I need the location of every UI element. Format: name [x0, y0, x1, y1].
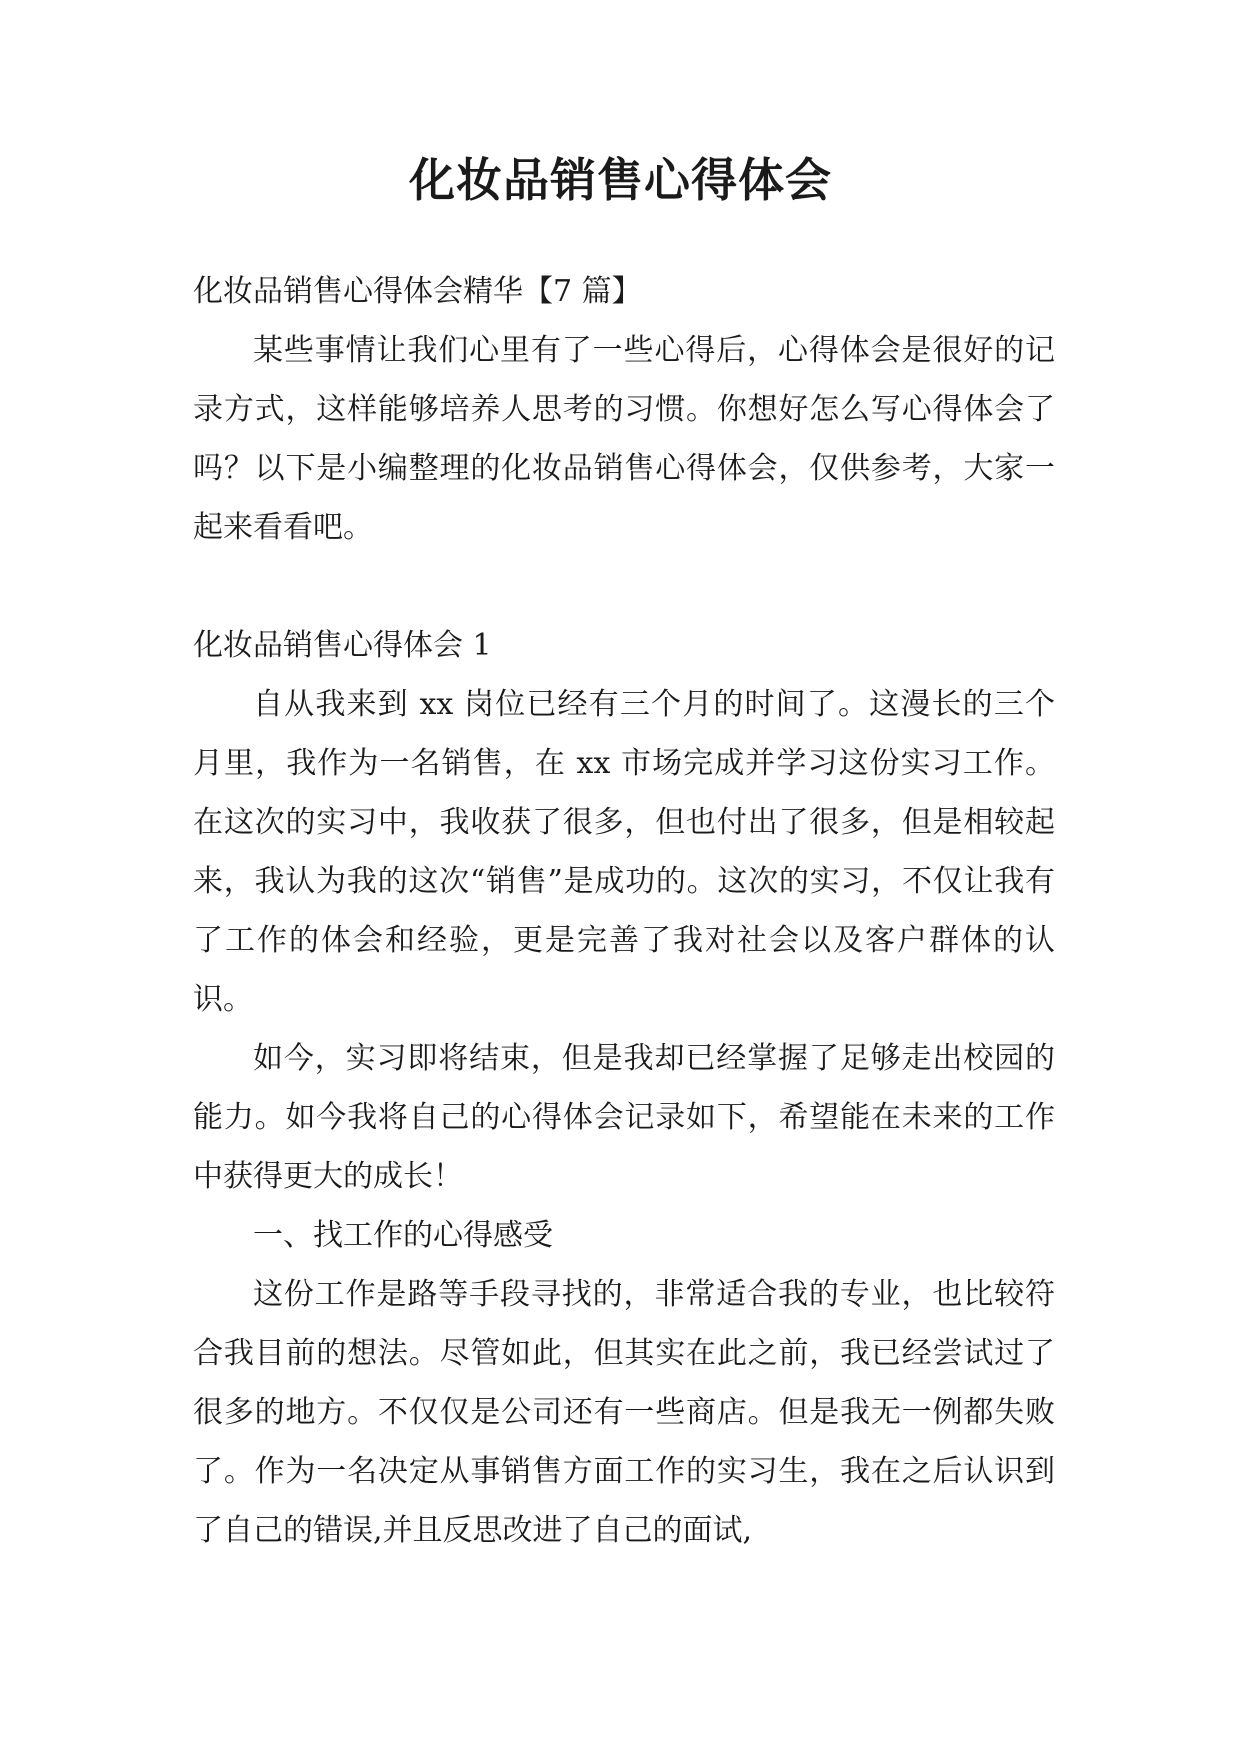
document-title: 化妆品销售心得体会	[409, 153, 832, 207]
sub-heading: 一、找工作的心得感受	[253, 1218, 553, 1253]
section-heading: 化妆品销售心得体会 1	[193, 628, 492, 663]
body-paragraph: 这份工作是路等手段寻找的，非常适合我的专业，也比较符合我目前的想法。尽管如此，但其实在此之前，我已经尝试过了很多的地方。不仅仅是公司还有一些商店。但是我无一例都失败了。作为一名决定从事销售方面工作的实习生，我在之后认识到了自己的错误,并且反思改进了自己的面试,	[193, 1277, 1055, 1548]
section-spacer	[193, 557, 1055, 616]
body-paragraph: 自从我来到 xx 岗位已经有三个月的时间了。这漫长的三个月里，我作为一名销售，在 xx 市场完成并学习这份实习工作。在这次的实习中，我收获了很多，但也付出了很多，但是相较起来，我认为我的这次“销售”是成功的。这次的实习，不仅让我有了工作的体会和经验，更是完善了我对社会以及客户群体的认识。	[193, 687, 1055, 1017]
document-body	[193, 262, 1055, 1560]
intro-paragraph: 某些事情让我们心里有了一些心得后，心得体会是很好的记录方式，这样能够培养人思考的习惯。你想好怎么写心得体会了吗？以下是小编整理的化妆品销售心得体会，仅供参考，大家一起来看看吧。	[193, 333, 1055, 545]
body-paragraph: 如今，实习即将结束，但是我却已经掌握了足够走出校园的能力。如今我将自己的心得体会记录如下，希望能在未来的工作中获得更大的成长！	[193, 1041, 1055, 1194]
document-subtitle: 化妆品销售心得体会精华【7 篇】	[193, 274, 642, 309]
